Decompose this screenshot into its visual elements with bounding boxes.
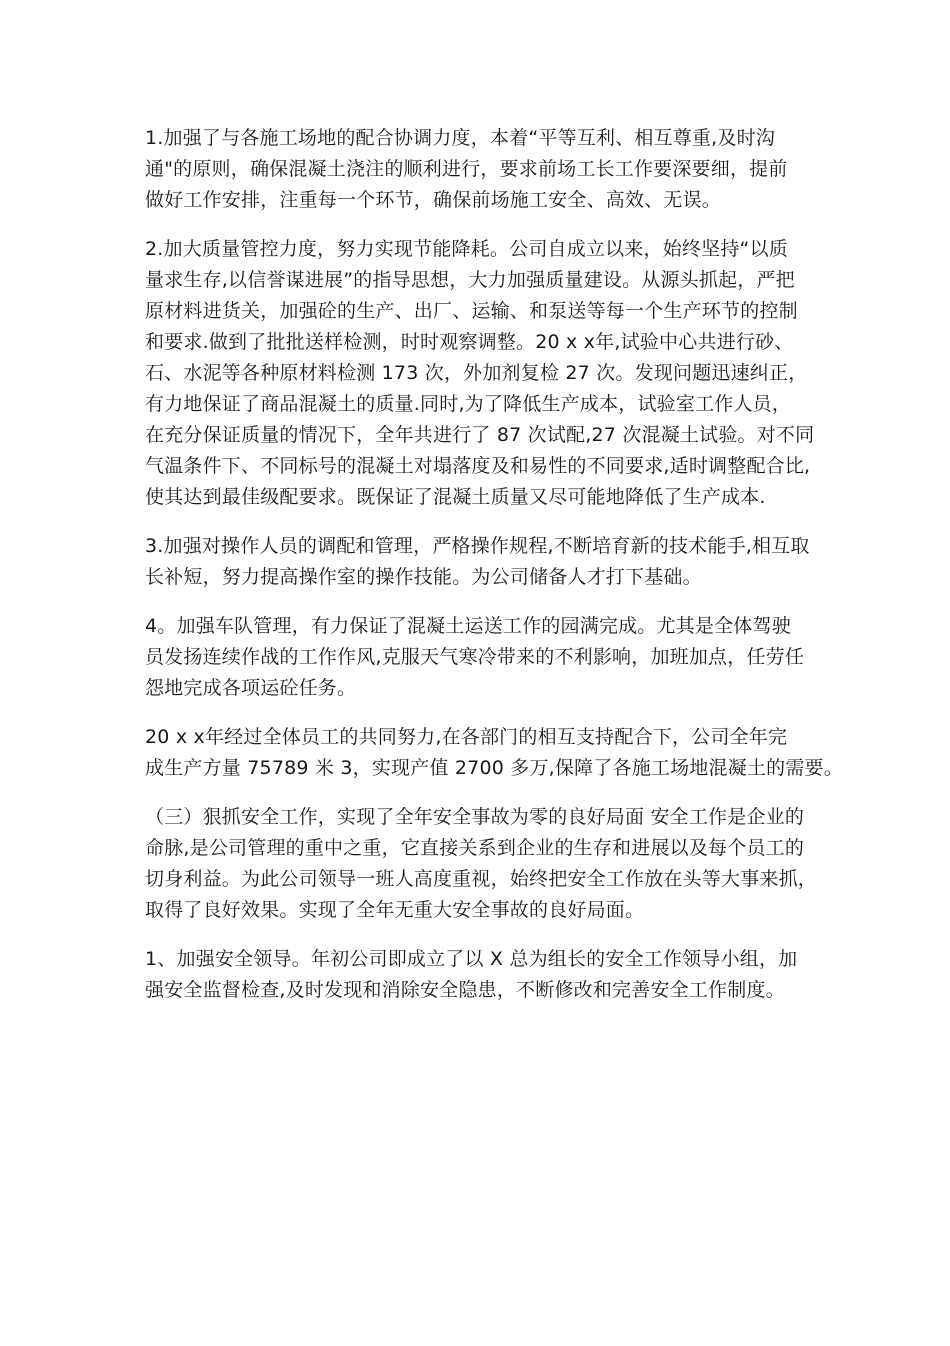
paragraph-safety-work <box>145 802 818 926</box>
text-line: 通"的原则，确保混凝土浇注的顺利进行，要求前场工长工作要深要细，提前 <box>145 158 788 180</box>
text-line: 1、加强安全领导。年初公司即成立了以 X 总为组长的安全工作领导小组，加 <box>145 948 798 970</box>
text-line: （三）狠抓安全工作，实现了全年安全事故为零的良好局面 安全工作是企业的 <box>145 806 805 828</box>
text-line: 原材料进货关，加强砼的生产、出厂、运输、和泵送等每一个生产环节的控制 <box>145 300 798 322</box>
text-line: 20 x x年经过全体员工的共同努力,在各部门的相互支持配合下，公司全年完 <box>145 726 788 748</box>
paragraph-fleet-management <box>145 611 815 704</box>
text-line: 3.加强对操作人员的调配和管理，严格操作规程,不断培育新的技术能手,相互取 <box>145 535 810 557</box>
text-line: 量求生存,以信誉谋进展”的指导思想，大力加强质量建设。从源头抓起，严把 <box>145 269 795 291</box>
text-line: 2.加大质量管控力度，努力实现节能降耗。公司自成立以来，始终坚持“以质 <box>145 238 788 260</box>
text-line: 有力地保证了商品混凝土的质量.同时,为了降低生产成本，试验室工作人员， <box>145 393 792 415</box>
text-line: 气温条件下、不同标号的混凝土对塌落度及和易性的不同要求,适时调整配合比, <box>145 455 811 477</box>
text-line: 成生产方量 75789 米 3，实现产值 2700 多万,保障了各施工场地混凝土的需要。 <box>145 757 843 779</box>
text-line: 强安全监督检查,及时发现和消除安全隐患，不断修改和完善安全工作制度。 <box>145 979 785 1001</box>
text-line: 使其达到最佳级配要求。既保证了混凝土质量又尽可能地降低了生产成本. <box>145 486 766 508</box>
text-line: 在充分保证质量的情况下，全年共进行了 87 次试配,27 次混凝土试验。对不同 <box>145 424 815 446</box>
paragraph-coordination <box>145 123 815 216</box>
text-line: 长补短，努力提高操作室的操作技能。为公司储备人才打下基础。 <box>145 566 702 588</box>
text-line: 1.加强了与各施工场地的配合协调力度，本着“平等互利、相互尊重,及时沟 <box>145 127 776 149</box>
text-line: 取得了良好效果。实现了全年无重大安全事故的良好局面。 <box>145 899 645 921</box>
paragraph-operator-management <box>145 531 815 593</box>
text-line: 4。加强车队管理，有力保证了混凝土运送工作的园满完成。尤其是全体驾驶 <box>145 615 791 637</box>
paragraph-annual-output <box>145 722 843 784</box>
text-line: 命脉,是公司管理的重中之重，它直接关系到企业的生存和进展以及每个员工的 <box>145 837 805 859</box>
text-line: 怨地完成各项运砼任务。 <box>145 677 357 699</box>
paragraph-safety-leadership <box>145 944 815 1006</box>
text-line: 和要求.做到了批批送样检测，时时观察调整。20 x x年,试验中心共进行砂、 <box>145 331 794 353</box>
paragraph-quality-control <box>145 234 815 513</box>
text-line: 石、水泥等各种原材料检测 173 次，外加剂复检 27 次。发现问题迅速纠正， <box>145 362 808 384</box>
text-line: 员发扬连续作战的工作作风,克服天气寒冷带来的不利影响，加班加点，任劳任 <box>145 646 805 668</box>
text-line: 做好工作安排，注重每一个环节，确保前场施工安全、高效、无误。 <box>145 189 722 211</box>
text-line: 切身利益。为此公司领导一班人高度重视，始终把安全工作放在头等大事来抓， <box>145 868 818 890</box>
document-body <box>145 123 843 1024</box>
